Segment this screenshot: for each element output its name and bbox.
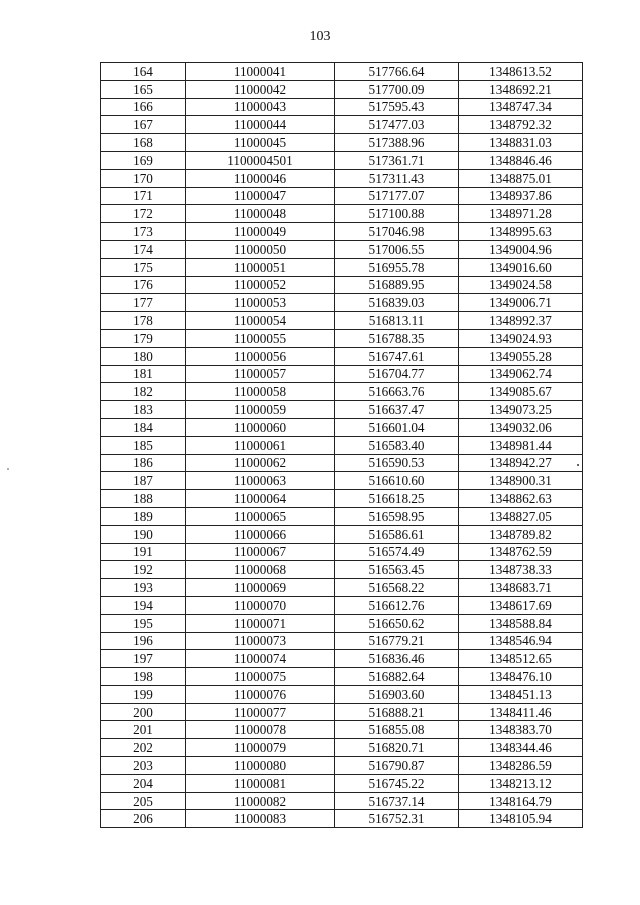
table-row: [101, 205, 583, 223]
row-number-cell: 177: [101, 294, 186, 312]
point-id-cell: 11000082: [186, 792, 335, 810]
row-number-cell: 165: [101, 80, 186, 98]
y-coordinate-cell: 1348692.21: [459, 80, 583, 98]
y-coordinate-cell: 1348942.27: [459, 454, 583, 472]
y-coordinate-cell: 1348981.44: [459, 436, 583, 454]
table-row: [101, 525, 583, 543]
table-row: [101, 614, 583, 632]
table-row: [101, 507, 583, 525]
row-number-cell: 180: [101, 347, 186, 365]
table-row: [101, 650, 583, 668]
y-coordinate-cell: 1348792.32: [459, 116, 583, 134]
x-coordinate-cell: 516650.62: [335, 614, 459, 632]
y-coordinate-cell: 1348747.34: [459, 98, 583, 116]
y-coordinate-cell: 1348831.03: [459, 134, 583, 152]
point-id-cell: 11000061: [186, 436, 335, 454]
x-coordinate-cell: 516612.76: [335, 596, 459, 614]
x-coordinate-cell: 516747.61: [335, 347, 459, 365]
y-coordinate-cell: 1348937.86: [459, 187, 583, 205]
y-coordinate-cell: 1348213.12: [459, 774, 583, 792]
x-coordinate-cell: 516601.04: [335, 418, 459, 436]
row-number-cell: 188: [101, 490, 186, 508]
y-coordinate-cell: 1348789.82: [459, 525, 583, 543]
row-number-cell: 172: [101, 205, 186, 223]
point-id-cell: 11000068: [186, 561, 335, 579]
row-number-cell: 170: [101, 169, 186, 187]
point-id-cell: 11000071: [186, 614, 335, 632]
x-coordinate-cell: 516903.60: [335, 685, 459, 703]
table-row: [101, 329, 583, 347]
x-coordinate-cell: 516618.25: [335, 490, 459, 508]
coordinates-table-body: [101, 63, 583, 828]
row-number-cell: 193: [101, 579, 186, 597]
x-coordinate-cell: 516563.45: [335, 561, 459, 579]
x-coordinate-cell: 516882.64: [335, 668, 459, 686]
table-row: [101, 116, 583, 134]
y-coordinate-cell: 1349016.60: [459, 258, 583, 276]
row-number-cell: 190: [101, 525, 186, 543]
x-coordinate-cell: 516820.71: [335, 739, 459, 757]
table-row: [101, 721, 583, 739]
table-row: [101, 543, 583, 561]
point-id-cell: 11000043: [186, 98, 335, 116]
y-coordinate-cell: 1349055.28: [459, 347, 583, 365]
row-number-cell: 198: [101, 668, 186, 686]
table-row: [101, 685, 583, 703]
row-number-cell: 206: [101, 810, 186, 828]
row-number-cell: 167: [101, 116, 186, 134]
table-row: [101, 187, 583, 205]
point-id-cell: 11000051: [186, 258, 335, 276]
row-number-cell: 195: [101, 614, 186, 632]
point-id-cell: 11000059: [186, 401, 335, 419]
x-coordinate-cell: 516737.14: [335, 792, 459, 810]
point-id-cell: 11000079: [186, 739, 335, 757]
point-id-cell: 11000074: [186, 650, 335, 668]
y-coordinate-cell: 1348512.65: [459, 650, 583, 668]
y-coordinate-cell: 1348995.63: [459, 223, 583, 241]
table-row: [101, 223, 583, 241]
y-coordinate-cell: 1348476.10: [459, 668, 583, 686]
y-coordinate-cell: 1349024.93: [459, 329, 583, 347]
y-coordinate-cell: 1348846.46: [459, 151, 583, 169]
point-id-cell: 11000054: [186, 312, 335, 330]
point-id-cell: 11000048: [186, 205, 335, 223]
y-coordinate-cell: 1348738.33: [459, 561, 583, 579]
table-row: [101, 418, 583, 436]
x-coordinate-cell: 516598.95: [335, 507, 459, 525]
table-row: [101, 596, 583, 614]
point-id-cell: 11000047: [186, 187, 335, 205]
table-row: [101, 294, 583, 312]
x-coordinate-cell: 517177.07: [335, 187, 459, 205]
table-row: [101, 757, 583, 775]
table-row: [101, 80, 583, 98]
x-coordinate-cell: 516704.77: [335, 365, 459, 383]
point-id-cell: 11000045: [186, 134, 335, 152]
table-row: [101, 472, 583, 490]
stray-dot-mark: [577, 464, 579, 466]
x-coordinate-cell: 517046.98: [335, 223, 459, 241]
row-number-cell: 197: [101, 650, 186, 668]
point-id-cell: 11000044: [186, 116, 335, 134]
table-row: [101, 810, 583, 828]
point-id-cell: 11000076: [186, 685, 335, 703]
table-row: [101, 561, 583, 579]
row-number-cell: 191: [101, 543, 186, 561]
row-number-cell: 200: [101, 703, 186, 721]
table-row: [101, 792, 583, 810]
point-id-cell: 11000070: [186, 596, 335, 614]
table-row: [101, 490, 583, 508]
y-coordinate-cell: 1348875.01: [459, 169, 583, 187]
point-id-cell: 11000049: [186, 223, 335, 241]
x-coordinate-cell: 516637.47: [335, 401, 459, 419]
row-number-cell: 171: [101, 187, 186, 205]
row-number-cell: 169: [101, 151, 186, 169]
y-coordinate-cell: 1348344.46: [459, 739, 583, 757]
y-coordinate-cell: 1348613.52: [459, 63, 583, 81]
x-coordinate-cell: 516836.46: [335, 650, 459, 668]
point-id-cell: 11000042: [186, 80, 335, 98]
y-coordinate-cell: 1348383.70: [459, 721, 583, 739]
table-row: [101, 774, 583, 792]
point-id-cell: 11000081: [186, 774, 335, 792]
y-coordinate-cell: 1348588.84: [459, 614, 583, 632]
point-id-cell: 11000058: [186, 383, 335, 401]
row-number-cell: 183: [101, 401, 186, 419]
table-row: [101, 347, 583, 365]
y-coordinate-cell: 1348546.94: [459, 632, 583, 650]
table-row: [101, 169, 583, 187]
x-coordinate-cell: 516788.35: [335, 329, 459, 347]
table-row: [101, 668, 583, 686]
x-coordinate-cell: 516590.53: [335, 454, 459, 472]
x-coordinate-cell: 516813.11: [335, 312, 459, 330]
row-number-cell: 182: [101, 383, 186, 401]
y-coordinate-cell: 1348286.59: [459, 757, 583, 775]
row-number-cell: 204: [101, 774, 186, 792]
scan-edge-mark: [7, 468, 9, 470]
x-coordinate-cell: 516568.22: [335, 579, 459, 597]
x-coordinate-cell: 516888.21: [335, 703, 459, 721]
table-row: [101, 436, 583, 454]
x-coordinate-cell: 516583.40: [335, 436, 459, 454]
table-row: [101, 134, 583, 152]
row-number-cell: 176: [101, 276, 186, 294]
y-coordinate-cell: 1349073.25: [459, 401, 583, 419]
x-coordinate-cell: 517388.96: [335, 134, 459, 152]
point-id-cell: 11000077: [186, 703, 335, 721]
row-number-cell: 181: [101, 365, 186, 383]
x-coordinate-cell: 517595.43: [335, 98, 459, 116]
point-id-cell: 11000065: [186, 507, 335, 525]
x-coordinate-cell: 516663.76: [335, 383, 459, 401]
y-coordinate-cell: 1348862.63: [459, 490, 583, 508]
x-coordinate-cell: 516779.21: [335, 632, 459, 650]
x-coordinate-cell: 516839.03: [335, 294, 459, 312]
point-id-cell: 11000062: [186, 454, 335, 472]
row-number-cell: 173: [101, 223, 186, 241]
row-number-cell: 194: [101, 596, 186, 614]
x-coordinate-cell: 517700.09: [335, 80, 459, 98]
row-number-cell: 203: [101, 757, 186, 775]
x-coordinate-cell: 516745.22: [335, 774, 459, 792]
row-number-cell: 201: [101, 721, 186, 739]
row-number-cell: 174: [101, 240, 186, 258]
row-number-cell: 175: [101, 258, 186, 276]
point-id-cell: 11000046: [186, 169, 335, 187]
y-coordinate-cell: 1349062.74: [459, 365, 583, 383]
row-number-cell: 205: [101, 792, 186, 810]
point-id-cell: 1100004501: [186, 151, 335, 169]
point-id-cell: 11000073: [186, 632, 335, 650]
y-coordinate-cell: 1348900.31: [459, 472, 583, 490]
page-number: 103: [309, 29, 331, 44]
table-row: [101, 579, 583, 597]
table-row: [101, 63, 583, 81]
point-id-cell: 11000078: [186, 721, 335, 739]
x-coordinate-cell: 516790.87: [335, 757, 459, 775]
y-coordinate-cell: 1348105.94: [459, 810, 583, 828]
point-id-cell: 11000050: [186, 240, 335, 258]
y-coordinate-cell: 1349004.96: [459, 240, 583, 258]
table-row: [101, 703, 583, 721]
point-id-cell: 11000057: [186, 365, 335, 383]
table-row: [101, 151, 583, 169]
y-coordinate-cell: 1348164.79: [459, 792, 583, 810]
row-number-cell: 184: [101, 418, 186, 436]
y-coordinate-cell: 1348971.28: [459, 205, 583, 223]
row-number-cell: 178: [101, 312, 186, 330]
point-id-cell: 11000055: [186, 329, 335, 347]
table-row: [101, 454, 583, 472]
x-coordinate-cell: 516752.31: [335, 810, 459, 828]
y-coordinate-cell: 1348411.46: [459, 703, 583, 721]
row-number-cell: 199: [101, 685, 186, 703]
y-coordinate-cell: 1348617.69: [459, 596, 583, 614]
row-number-cell: 186: [101, 454, 186, 472]
row-number-cell: 168: [101, 134, 186, 152]
x-coordinate-cell: 517311.43: [335, 169, 459, 187]
point-id-cell: 11000064: [186, 490, 335, 508]
x-coordinate-cell: 517361.71: [335, 151, 459, 169]
y-coordinate-cell: 1348992.37: [459, 312, 583, 330]
row-number-cell: 189: [101, 507, 186, 525]
table-row: [101, 312, 583, 330]
table-row: [101, 632, 583, 650]
point-id-cell: 11000067: [186, 543, 335, 561]
row-number-cell: 179: [101, 329, 186, 347]
y-coordinate-cell: 1349032.06: [459, 418, 583, 436]
table-row: [101, 240, 583, 258]
x-coordinate-cell: 516586.61: [335, 525, 459, 543]
x-coordinate-cell: 516855.08: [335, 721, 459, 739]
y-coordinate-cell: 1348827.05: [459, 507, 583, 525]
x-coordinate-cell: 517006.55: [335, 240, 459, 258]
table-row: [101, 98, 583, 116]
x-coordinate-cell: 516610.60: [335, 472, 459, 490]
table-row: [101, 401, 583, 419]
table-row: [101, 383, 583, 401]
row-number-cell: 202: [101, 739, 186, 757]
x-coordinate-cell: 517100.88: [335, 205, 459, 223]
x-coordinate-cell: 517477.03: [335, 116, 459, 134]
x-coordinate-cell: 516955.78: [335, 258, 459, 276]
point-id-cell: 11000060: [186, 418, 335, 436]
row-number-cell: 164: [101, 63, 186, 81]
point-id-cell: 11000080: [186, 757, 335, 775]
x-coordinate-cell: 516574.49: [335, 543, 459, 561]
table-row: [101, 258, 583, 276]
point-id-cell: 11000056: [186, 347, 335, 365]
point-id-cell: 11000052: [186, 276, 335, 294]
point-id-cell: 11000053: [186, 294, 335, 312]
y-coordinate-cell: 1349085.67: [459, 383, 583, 401]
x-coordinate-cell: 516889.95: [335, 276, 459, 294]
coordinates-table: [100, 62, 583, 828]
row-number-cell: 166: [101, 98, 186, 116]
point-id-cell: 11000066: [186, 525, 335, 543]
row-number-cell: 187: [101, 472, 186, 490]
point-id-cell: 11000083: [186, 810, 335, 828]
point-id-cell: 11000041: [186, 63, 335, 81]
row-number-cell: 196: [101, 632, 186, 650]
table-row: [101, 276, 583, 294]
row-number-cell: 185: [101, 436, 186, 454]
y-coordinate-cell: 1348762.59: [459, 543, 583, 561]
x-coordinate-cell: 517766.64: [335, 63, 459, 81]
point-id-cell: 11000075: [186, 668, 335, 686]
y-coordinate-cell: 1349024.58: [459, 276, 583, 294]
point-id-cell: 11000063: [186, 472, 335, 490]
y-coordinate-cell: 1348451.13: [459, 685, 583, 703]
y-coordinate-cell: 1349006.71: [459, 294, 583, 312]
y-coordinate-cell: 1348683.71: [459, 579, 583, 597]
table-row: [101, 739, 583, 757]
table-row: [101, 365, 583, 383]
row-number-cell: 192: [101, 561, 186, 579]
point-id-cell: 11000069: [186, 579, 335, 597]
